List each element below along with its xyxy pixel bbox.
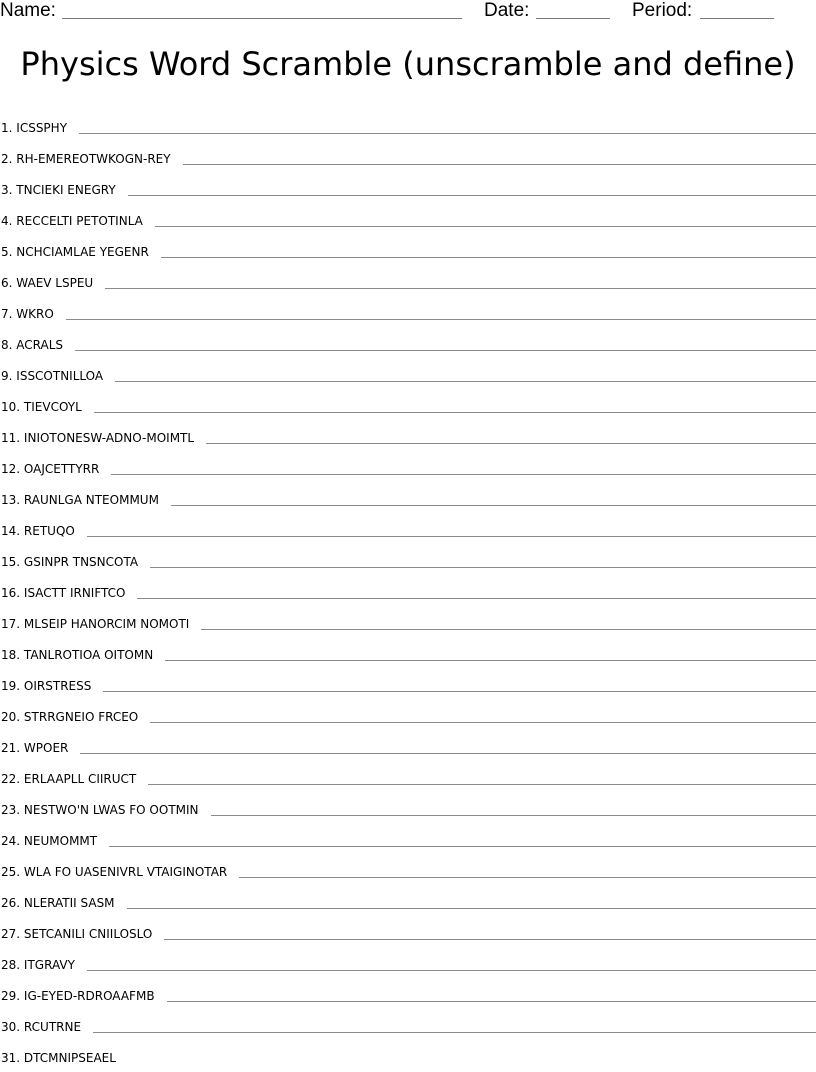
period-label: Period: <box>632 0 693 21</box>
answer-line[interactable] <box>80 753 816 754</box>
scrambled-word <box>0 183 128 197</box>
scrambled-word <box>0 276 105 290</box>
item-word: RETUQO <box>23 524 75 538</box>
answer-line[interactable] <box>137 598 816 599</box>
item-word: OAJCETTYRR <box>23 462 100 476</box>
item-number: 18. <box>1 648 21 662</box>
item-number: 4. <box>1 214 13 228</box>
item-word: SETCANILI CNIILOSLO <box>23 927 153 941</box>
item-number: 22. <box>1 772 21 786</box>
list-item <box>0 1010 816 1041</box>
list-item <box>0 452 816 483</box>
list-item <box>0 855 816 886</box>
scrambled-word <box>0 834 109 848</box>
list-item <box>0 700 816 731</box>
item-word: ISACTT IRNIFTCO <box>23 586 126 600</box>
list-item <box>0 948 816 979</box>
scrambled-word <box>0 462 111 476</box>
item-number: 27. <box>1 927 21 941</box>
item-word: NEUMOMMT <box>23 834 98 848</box>
answer-line[interactable] <box>127 908 816 909</box>
period-field-line[interactable] <box>700 18 774 19</box>
item-number: 13. <box>1 493 21 507</box>
answer-line[interactable] <box>115 381 816 382</box>
item-word: NLERATII SASM <box>23 896 115 910</box>
item-number: 7. <box>1 307 13 321</box>
item-word: RAUNLGA NTEOMMUM <box>23 493 159 507</box>
item-word: ACRALS <box>16 338 64 352</box>
scramble-list <box>0 111 816 1072</box>
item-word: OIRSTRESS <box>23 679 92 693</box>
scrambled-word <box>0 586 137 600</box>
scrambled-word <box>0 524 87 538</box>
date-field-line[interactable] <box>536 18 610 19</box>
item-word: RCUTRNE <box>23 1020 82 1034</box>
answer-line[interactable] <box>111 474 816 475</box>
item-number: 3. <box>1 183 13 197</box>
answer-line[interactable] <box>87 536 816 537</box>
list-item <box>0 638 816 669</box>
scrambled-word <box>0 431 206 445</box>
item-number: 19. <box>1 679 21 693</box>
item-word: MLSEIP HANORCIM NOMOTI <box>23 617 190 631</box>
list-item <box>0 390 816 421</box>
scrambled-word <box>0 214 155 228</box>
item-word: WLA FO UASENIVRL VTAIGINOTAR <box>23 865 228 879</box>
item-number: 2. <box>1 152 13 166</box>
scrambled-word <box>0 741 80 755</box>
item-word: ISSCOTNILLOA <box>16 369 104 383</box>
item-number: 6. <box>1 276 13 290</box>
item-number: 20. <box>1 710 21 724</box>
scrambled-word <box>0 1020 93 1034</box>
item-number: 24. <box>1 834 21 848</box>
answer-line[interactable] <box>183 164 816 165</box>
name-label: Name: <box>0 0 56 21</box>
item-word: ITGRAVY <box>23 958 75 972</box>
list-item <box>0 111 816 142</box>
answer-line[interactable] <box>148 784 816 785</box>
scrambled-word <box>0 865 239 879</box>
item-word: DTCMNIPSEAEL <box>23 1051 116 1065</box>
item-number: 14. <box>1 524 21 538</box>
item-number: 10. <box>1 400 21 414</box>
scrambled-word <box>0 896 127 910</box>
list-item <box>0 142 816 173</box>
answer-line[interactable] <box>66 319 816 320</box>
item-word: GSINPR TNSNCOTA <box>23 555 139 569</box>
scrambled-word <box>0 679 103 693</box>
answer-line[interactable] <box>105 288 816 289</box>
answer-line[interactable] <box>94 412 816 413</box>
answer-line[interactable] <box>164 939 816 940</box>
list-item <box>0 1041 816 1072</box>
item-word: ERLAAPLL CIIRUCT <box>23 772 137 786</box>
list-item <box>0 607 816 638</box>
worksheet-header <box>0 0 816 24</box>
list-item <box>0 762 816 793</box>
item-number: 21. <box>1 741 21 755</box>
scrambled-word <box>0 617 201 631</box>
scrambled-word <box>0 710 150 724</box>
item-number: 25. <box>1 865 21 879</box>
item-word: WKRO <box>16 307 54 321</box>
list-item <box>0 824 816 855</box>
item-number: 26. <box>1 896 21 910</box>
item-word: TNCIEKI ENEGRY <box>16 183 116 197</box>
scrambled-word <box>0 338 75 352</box>
list-item <box>0 514 816 545</box>
item-word: RH-EMEREOTWKOGN-REY <box>16 152 171 166</box>
list-item <box>0 173 816 204</box>
list-item <box>0 669 816 700</box>
answer-line[interactable] <box>211 815 816 816</box>
answer-line[interactable] <box>75 350 816 351</box>
item-word: INIOTONESW-ADNO-MOIMTL <box>23 431 195 445</box>
item-word: WPOER <box>23 741 69 755</box>
item-number: 11. <box>1 431 21 445</box>
answer-line[interactable] <box>201 629 816 630</box>
answer-line[interactable] <box>79 133 816 134</box>
answer-line[interactable] <box>150 567 816 568</box>
item-number: 16. <box>1 586 21 600</box>
scrambled-word <box>0 648 165 662</box>
item-word: TANLROTIOA OITOMN <box>23 648 154 662</box>
item-number: 31. <box>1 1051 21 1065</box>
scrambled-word <box>0 152 183 166</box>
answer-line[interactable] <box>167 1001 816 1002</box>
item-number: 28. <box>1 958 21 972</box>
answer-line[interactable] <box>155 226 816 227</box>
item-number: 5. <box>1 245 13 259</box>
item-number: 8. <box>1 338 13 352</box>
item-word: ICSSPHY <box>16 121 68 135</box>
answer-line[interactable] <box>206 443 816 444</box>
list-item <box>0 359 816 390</box>
scrambled-word <box>0 245 161 259</box>
page-title: Physics Word Scramble (unscramble and define) <box>20 45 796 83</box>
scrambled-word <box>0 958 87 972</box>
list-item <box>0 266 816 297</box>
item-word: RECCELTI PETOTINLA <box>16 214 143 228</box>
list-item <box>0 917 816 948</box>
scrambled-word <box>0 772 148 786</box>
answer-line[interactable] <box>161 257 816 258</box>
item-word: WAEV LSPEU <box>16 276 94 290</box>
answer-line[interactable] <box>239 877 816 878</box>
answer-line[interactable] <box>103 691 816 692</box>
item-number: 1. <box>1 121 13 135</box>
scrambled-word <box>0 1051 128 1065</box>
list-item <box>0 204 816 235</box>
name-field-line[interactable] <box>62 18 462 19</box>
list-item <box>0 979 816 1010</box>
scrambled-word <box>0 369 115 383</box>
scrambled-word <box>0 493 171 507</box>
list-item <box>0 545 816 576</box>
date-label: Date: <box>484 0 530 21</box>
item-word: NCHCIAMLAE YEGENR <box>16 245 149 259</box>
item-number: 29. <box>1 989 21 1003</box>
scrambled-word <box>0 400 94 414</box>
list-item <box>0 886 816 917</box>
item-word: IG-EYED-RDROAAFMB <box>23 989 155 1003</box>
scrambled-word <box>0 555 150 569</box>
item-word: NESTWO'N LWAS FO OOTMIN <box>23 803 199 817</box>
list-item <box>0 576 816 607</box>
item-number: 12. <box>1 462 21 476</box>
scrambled-word <box>0 307 66 321</box>
item-number: 17. <box>1 617 21 631</box>
item-number: 30. <box>1 1020 21 1034</box>
scrambled-word <box>0 927 164 941</box>
item-number: 23. <box>1 803 21 817</box>
answer-line[interactable] <box>171 505 816 506</box>
item-word: STRRGNEIO FRCEO <box>23 710 139 724</box>
answer-line[interactable] <box>165 660 816 661</box>
item-number: 15. <box>1 555 21 569</box>
item-word: TIEVCOYL <box>23 400 82 414</box>
scrambled-word <box>0 989 167 1003</box>
scrambled-word <box>0 121 79 135</box>
list-item <box>0 297 816 328</box>
answer-line[interactable] <box>87 970 816 971</box>
list-item <box>0 793 816 824</box>
list-item <box>0 731 816 762</box>
scrambled-word <box>0 803 211 817</box>
item-number: 9. <box>1 369 13 383</box>
answer-line[interactable] <box>109 846 816 847</box>
answer-line[interactable] <box>150 722 816 723</box>
list-item <box>0 483 816 514</box>
list-item <box>0 328 816 359</box>
answer-line[interactable] <box>93 1032 816 1033</box>
answer-line[interactable] <box>128 195 816 196</box>
list-item <box>0 421 816 452</box>
list-item <box>0 235 816 266</box>
